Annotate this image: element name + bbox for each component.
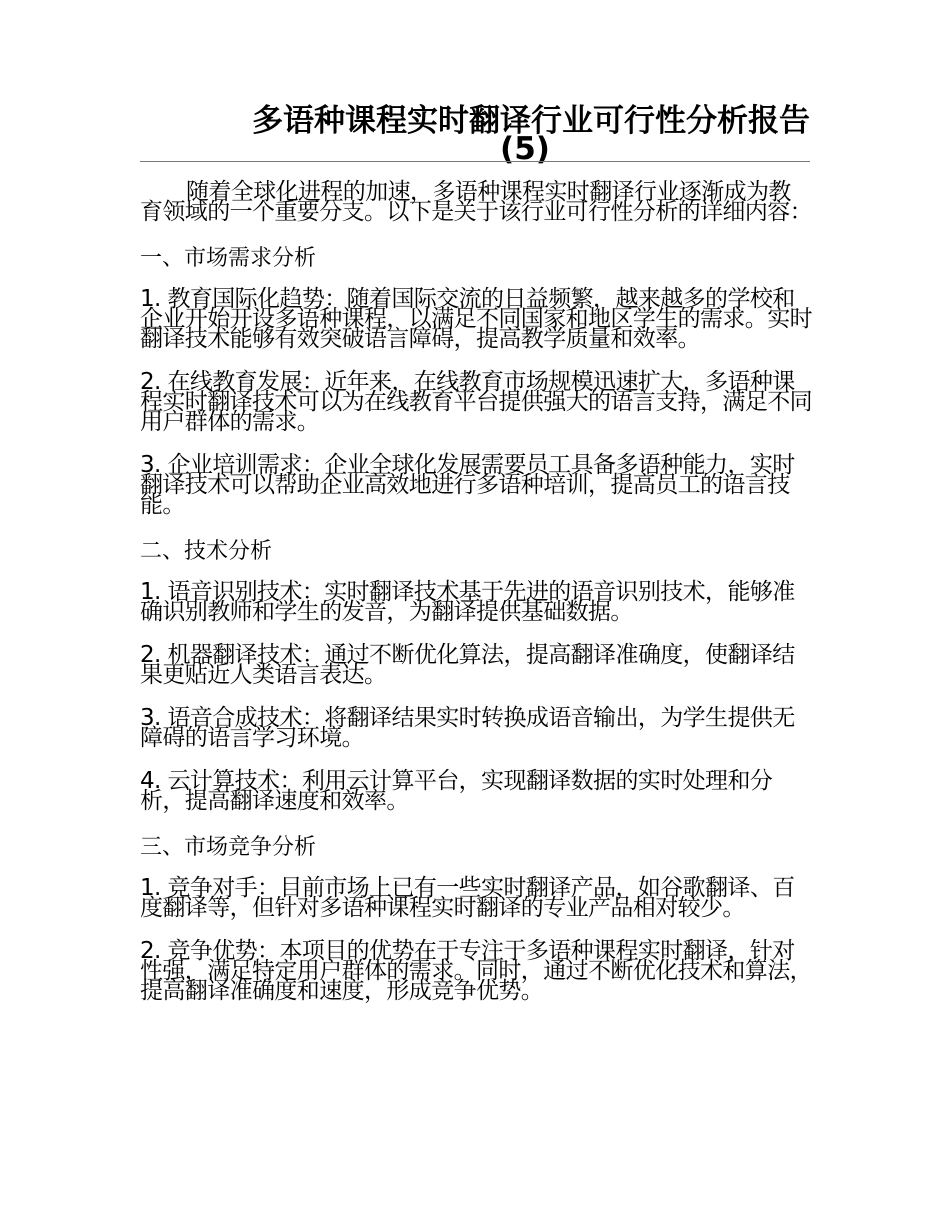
list-item: 4. 云计算技术：利用云计算平台，实现翻译数据的实时处理和分析，提高翻译速度和效率。 [140, 768, 773, 814]
title-line-1: 多语种课程实时翻译行业可行性分析报告 [252, 103, 810, 139]
list-item: 2. 在线教育发展：近年来，在线教育市场规模迅速扩大，多语种课程实时翻译技术可以为在线教育平台提供强大的语言支持，满足不同用户群体的需求。 [140, 369, 813, 435]
list-item: 2. 竞争优势：本项目的优势在于专注于多语种课程实时翻译，针对性强，满足特定用户群体的需求。同时，通过不断优化技术和算法，提高翻译准确度和速度，形成竞争优势。 [140, 938, 813, 1004]
list-item: 1. 语音识别技术：实时翻译技术基于先进的语音识别技术，能够准确识别教师和学生的发音，为翻译提供基础数据。 [140, 579, 795, 625]
document-body [140, 179, 813, 1024]
document-title [140, 104, 810, 166]
title-divider [140, 161, 810, 162]
title-line-2: (5) [500, 131, 550, 167]
intro-paragraph: 随着全球化进程的加速，多语种课程实时翻译行业逐渐成为教育领域的一个重要分支。以下是关于该行业可行性分析的详细内容： [140, 179, 813, 225]
list-item: 3. 企业培训需求：企业全球化发展需要员工具备多语种能力，实时翻译技术可以帮助企业高效地进行多语种培训，提高员工的语言技能。 [140, 452, 795, 518]
list-item: 2. 机器翻译技术：通过不断优化算法，提高翻译准确度，使翻译结果更贴近人类语言表达。 [140, 642, 795, 688]
section-heading-market-demand: 一、市场需求分析 [140, 246, 317, 271]
list-item: 1. 竞争对手：目前市场上已有一些实时翻译产品，如谷歌翻译、百度翻译等，但针对多语种课程实时翻译的专业产品相对较少。 [140, 875, 795, 921]
section-heading-competition: 三、市场竞争分析 [140, 835, 317, 860]
list-item: 1. 教育国际化趋势：随着国际交流的日益频繁，越来越多的学校和企业开始开设多语种课程，以满足不同国家和地区学生的需求。实时翻译技术能够有效突破语言障碍，提高教学质量和效率。 [140, 286, 813, 352]
list-item: 3. 语音合成技术：将翻译结果实时转换成语音输出，为学生提供无障碍的语言学习环境。 [140, 705, 795, 751]
section-heading-technology: 二、技术分析 [140, 539, 273, 564]
